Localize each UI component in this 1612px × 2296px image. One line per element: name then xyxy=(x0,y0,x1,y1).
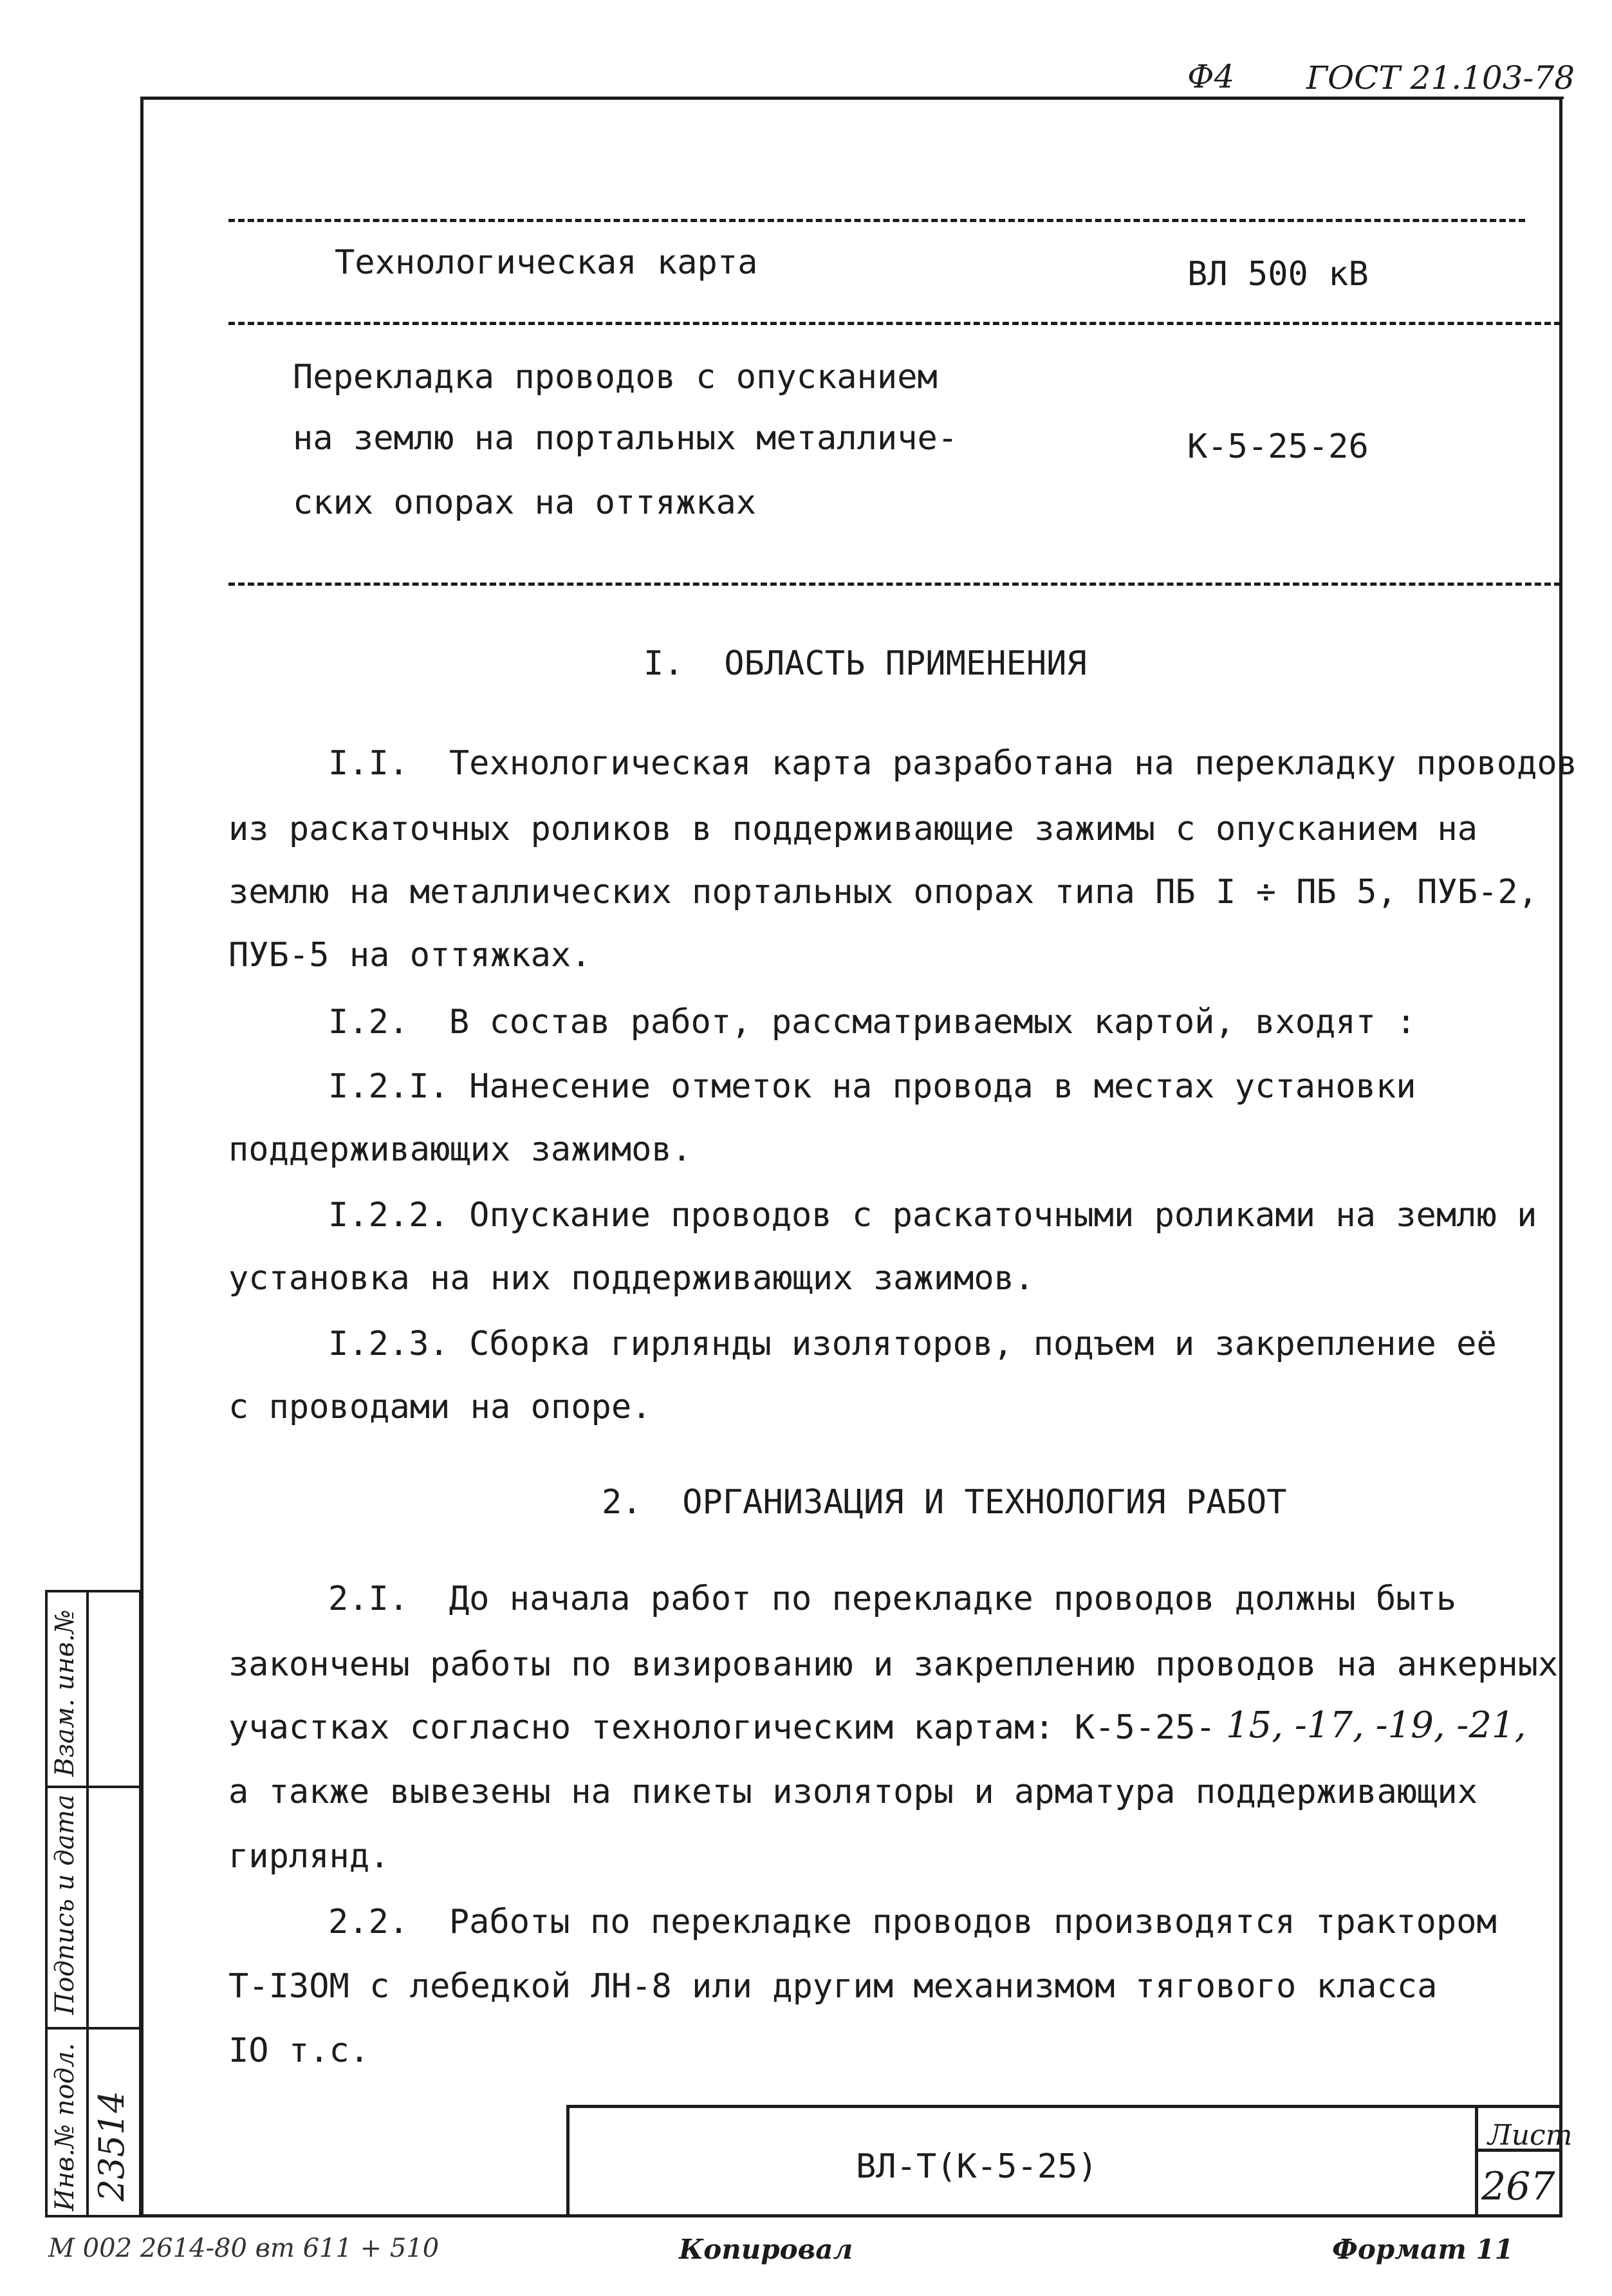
doc-code: ВЛ-Т(К-5-25) xyxy=(856,2147,1098,2186)
s2-p1-handwritten-refs: 15, -17, -19, -21, xyxy=(1226,1704,1526,1746)
s2-p1-line3: участках согласно технологическим картам: К-5-25- xyxy=(228,1708,1216,1747)
side-stamp-divider xyxy=(86,1592,89,2215)
s2-p1-line1: 2.I. До начала работ по перекладке проводов должны быть xyxy=(328,1580,1457,1618)
s1-p1-line1: I.I. Технологическая карта разработана на перекладку проводов xyxy=(328,744,1578,783)
copied-label: Копировал xyxy=(679,2234,853,2265)
form-code: Ф4 xyxy=(1187,58,1235,95)
inv-label: Инв.№ подл. xyxy=(50,2042,80,2211)
print-code: М 002 2614-80 вт 611 + 510 xyxy=(48,2234,440,2263)
s2-p2-line3: IO т.с. xyxy=(228,2031,370,2070)
s1-p1-line3: землю на металлических портальных опорах типа ПБ I ÷ ПБ 5, ПУБ-2, xyxy=(228,873,1538,911)
s1-p5-line1: I.2.3. Сборка гирлянды изоляторов, подъем и закрепление её xyxy=(328,1325,1497,1363)
s1-p1-line4: ПУБ-5 на оттяжках. xyxy=(228,936,591,975)
s2-p1-line2: закончены работы по визированию и закреплению проводов на анкерных xyxy=(228,1645,1559,1684)
card-code: К-5-25-26 xyxy=(1187,427,1369,466)
voltage-label: ВЛ 500 кВ xyxy=(1187,255,1369,294)
s1-p2: I.2. В состав работ, рассматриваемых картой, входят : xyxy=(328,1003,1416,1041)
s2-p1-line5: гирлянд. xyxy=(228,1837,390,1876)
dashed-rule-1 xyxy=(228,219,1525,222)
s1-p4-line1: I.2.2. Опускание проводов с раскаточными роликами на землю и xyxy=(328,1196,1537,1235)
dashed-rule-3 xyxy=(228,583,1561,586)
s1-p1-line2: из раскаточных роликов в поддерживающие зажимы с опусканием на xyxy=(228,810,1478,848)
section2-heading: 2. ОРГАНИЗАЦИЯ И ТЕХНОЛОГИЯ РАБОТ xyxy=(602,1483,1287,1522)
gost-code: ГОСТ 21.103-78 xyxy=(1306,59,1575,97)
s2-p2-line2: Т-I3OM с лебедкой ЛН-8 или другим механизмом тягового класса xyxy=(228,1967,1438,2006)
subject-line-1: Перекладка проводов с опусканием xyxy=(293,358,938,397)
inv-number: 23514 xyxy=(91,2091,132,2201)
signature-label: Подпись и дата xyxy=(50,1794,80,2015)
s1-p5-line2: с проводами на опоре. xyxy=(228,1388,652,1426)
s1-p3-line2: поддерживающих зажимов. xyxy=(228,1130,692,1169)
card-label: Технологическая карта xyxy=(335,243,758,282)
side-stamp-row-1 xyxy=(48,1786,139,1788)
s1-p3-line1: I.2.I. Нанесение отметок на провода в местах установки xyxy=(328,1067,1416,1106)
subject-line-3: ских опорах на оттяжках xyxy=(293,483,757,522)
replace-label: Взам. инв.№ xyxy=(50,1609,80,1777)
section1-heading: I. ОБЛАСТЬ ПРИМЕНЕНИЯ xyxy=(644,644,1087,683)
side-stamp-row-2 xyxy=(48,2027,139,2030)
format-label: Формат 11 xyxy=(1332,2234,1514,2265)
sheet-label: Лист xyxy=(1488,2119,1573,2152)
s1-p4-line2: установка на них поддерживающих зажимов. xyxy=(228,1259,1035,1298)
sheet-number: 267 xyxy=(1481,2164,1555,2209)
s2-p1-line4: а также вывезены на пикеты изоляторы и арматура поддерживающих xyxy=(228,1773,1478,1811)
subject-line-2: на землю на портальных металличе- xyxy=(293,419,958,458)
dashed-rule-2 xyxy=(228,322,1561,325)
s2-p2-line1: 2.2. Работы по перекладке проводов производятся трактором xyxy=(328,1903,1497,1941)
